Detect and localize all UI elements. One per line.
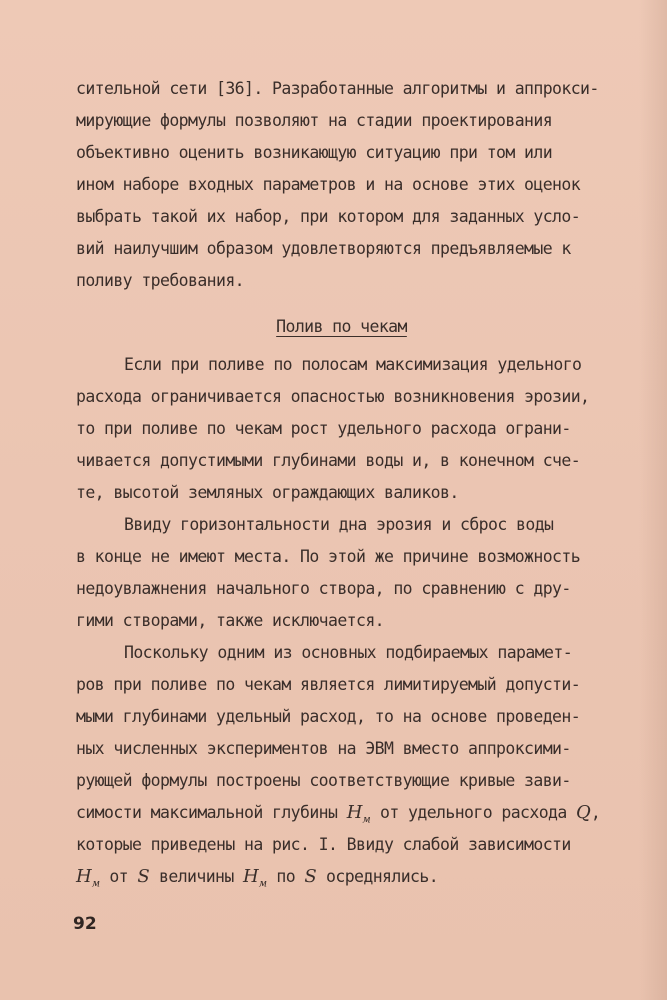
symbol-subscript: м [91,878,100,890]
symbol-h-max [76,866,100,890]
text-line: мирующие формулы позволяют на стадии проектирования [76,111,553,130]
symbol-s: S [304,866,317,887]
text-line: то при поливе по чекам рост удельного расхода ограни- [76,419,571,438]
text-line: рующей формулы построены соответствующие кривые зави- [76,771,571,790]
text-line: гими створами, также исключается. [76,611,385,630]
symbol-h-max [346,802,371,826]
text-line: Ввиду горизонтальности дна эрозия и сброс воды [124,515,554,534]
text-fragment: , [590,803,601,822]
text-fragment: величины [149,867,244,886]
page-number: 92 [73,914,97,934]
page-edge-shadow [639,0,667,1000]
text-line-with-symbols [76,802,616,832]
text-fragment: симости максимальной глубины [76,803,347,822]
symbol-h-max [243,866,268,890]
section-heading [0,316,667,338]
text-line: Если при поливе по полосам максимизация удельного [124,355,582,374]
text-line: вий наилучшим образом удовлетворяются предъявляемые к [76,239,571,258]
text-line-with-symbols [76,866,616,896]
text-line: объективно оценить возникающую ситуацию при том или [76,143,553,162]
text-line: Поскольку одним из основных подбираемых парамет- [124,643,573,662]
text-line: недоувлажнения начального створа, по сравнению с дру- [76,579,571,598]
text-line: расхода ограничивается опасностью возникновения эрозии, [76,387,590,406]
symbol-subscript: м [362,814,371,826]
symbol-s: S [137,866,150,887]
text-line: ров при поливе по чекам является лимитируемый допусти- [76,675,581,694]
section-heading-text: Полив по чекам [276,317,407,336]
text-line: ином наборе входных параметров и на основе этих оценок [76,175,581,194]
text-line: те, высотой земляных ограждающих валиков. [76,483,459,502]
text-fragment: от [100,867,138,886]
text-fragment: по [267,867,305,886]
text-fragment: осреднялись. [316,867,439,886]
text-line: которые приведены на рис. I. Ввиду слабой зависимости [76,835,571,854]
symbol-letter: H [243,866,259,887]
text-line: поливу требования. [76,271,245,290]
text-line: мыми глубинами удельный расход, то на основе проведен- [76,707,581,726]
text-fragment: от удельного расхода [370,803,577,822]
text-line: сительной сети [36]. Разработанные алгоритмы и аппрокси- [76,79,599,98]
symbol-letter: H [76,866,92,887]
symbol-q: Q [576,802,591,823]
text-line: в конце не имеют места. По этой же причине возможность [76,547,581,566]
text-line: чивается допустимыми глубинами воды и, в конечном сче- [76,451,581,470]
symbol-subscript: м [258,878,268,890]
text-line: выбрать такой их набор, при котором для заданных усло- [76,207,581,226]
symbol-letter: H [346,802,363,823]
text-line: ных численных экспериментов на ЭВМ вместо аппроксими- [76,739,571,758]
